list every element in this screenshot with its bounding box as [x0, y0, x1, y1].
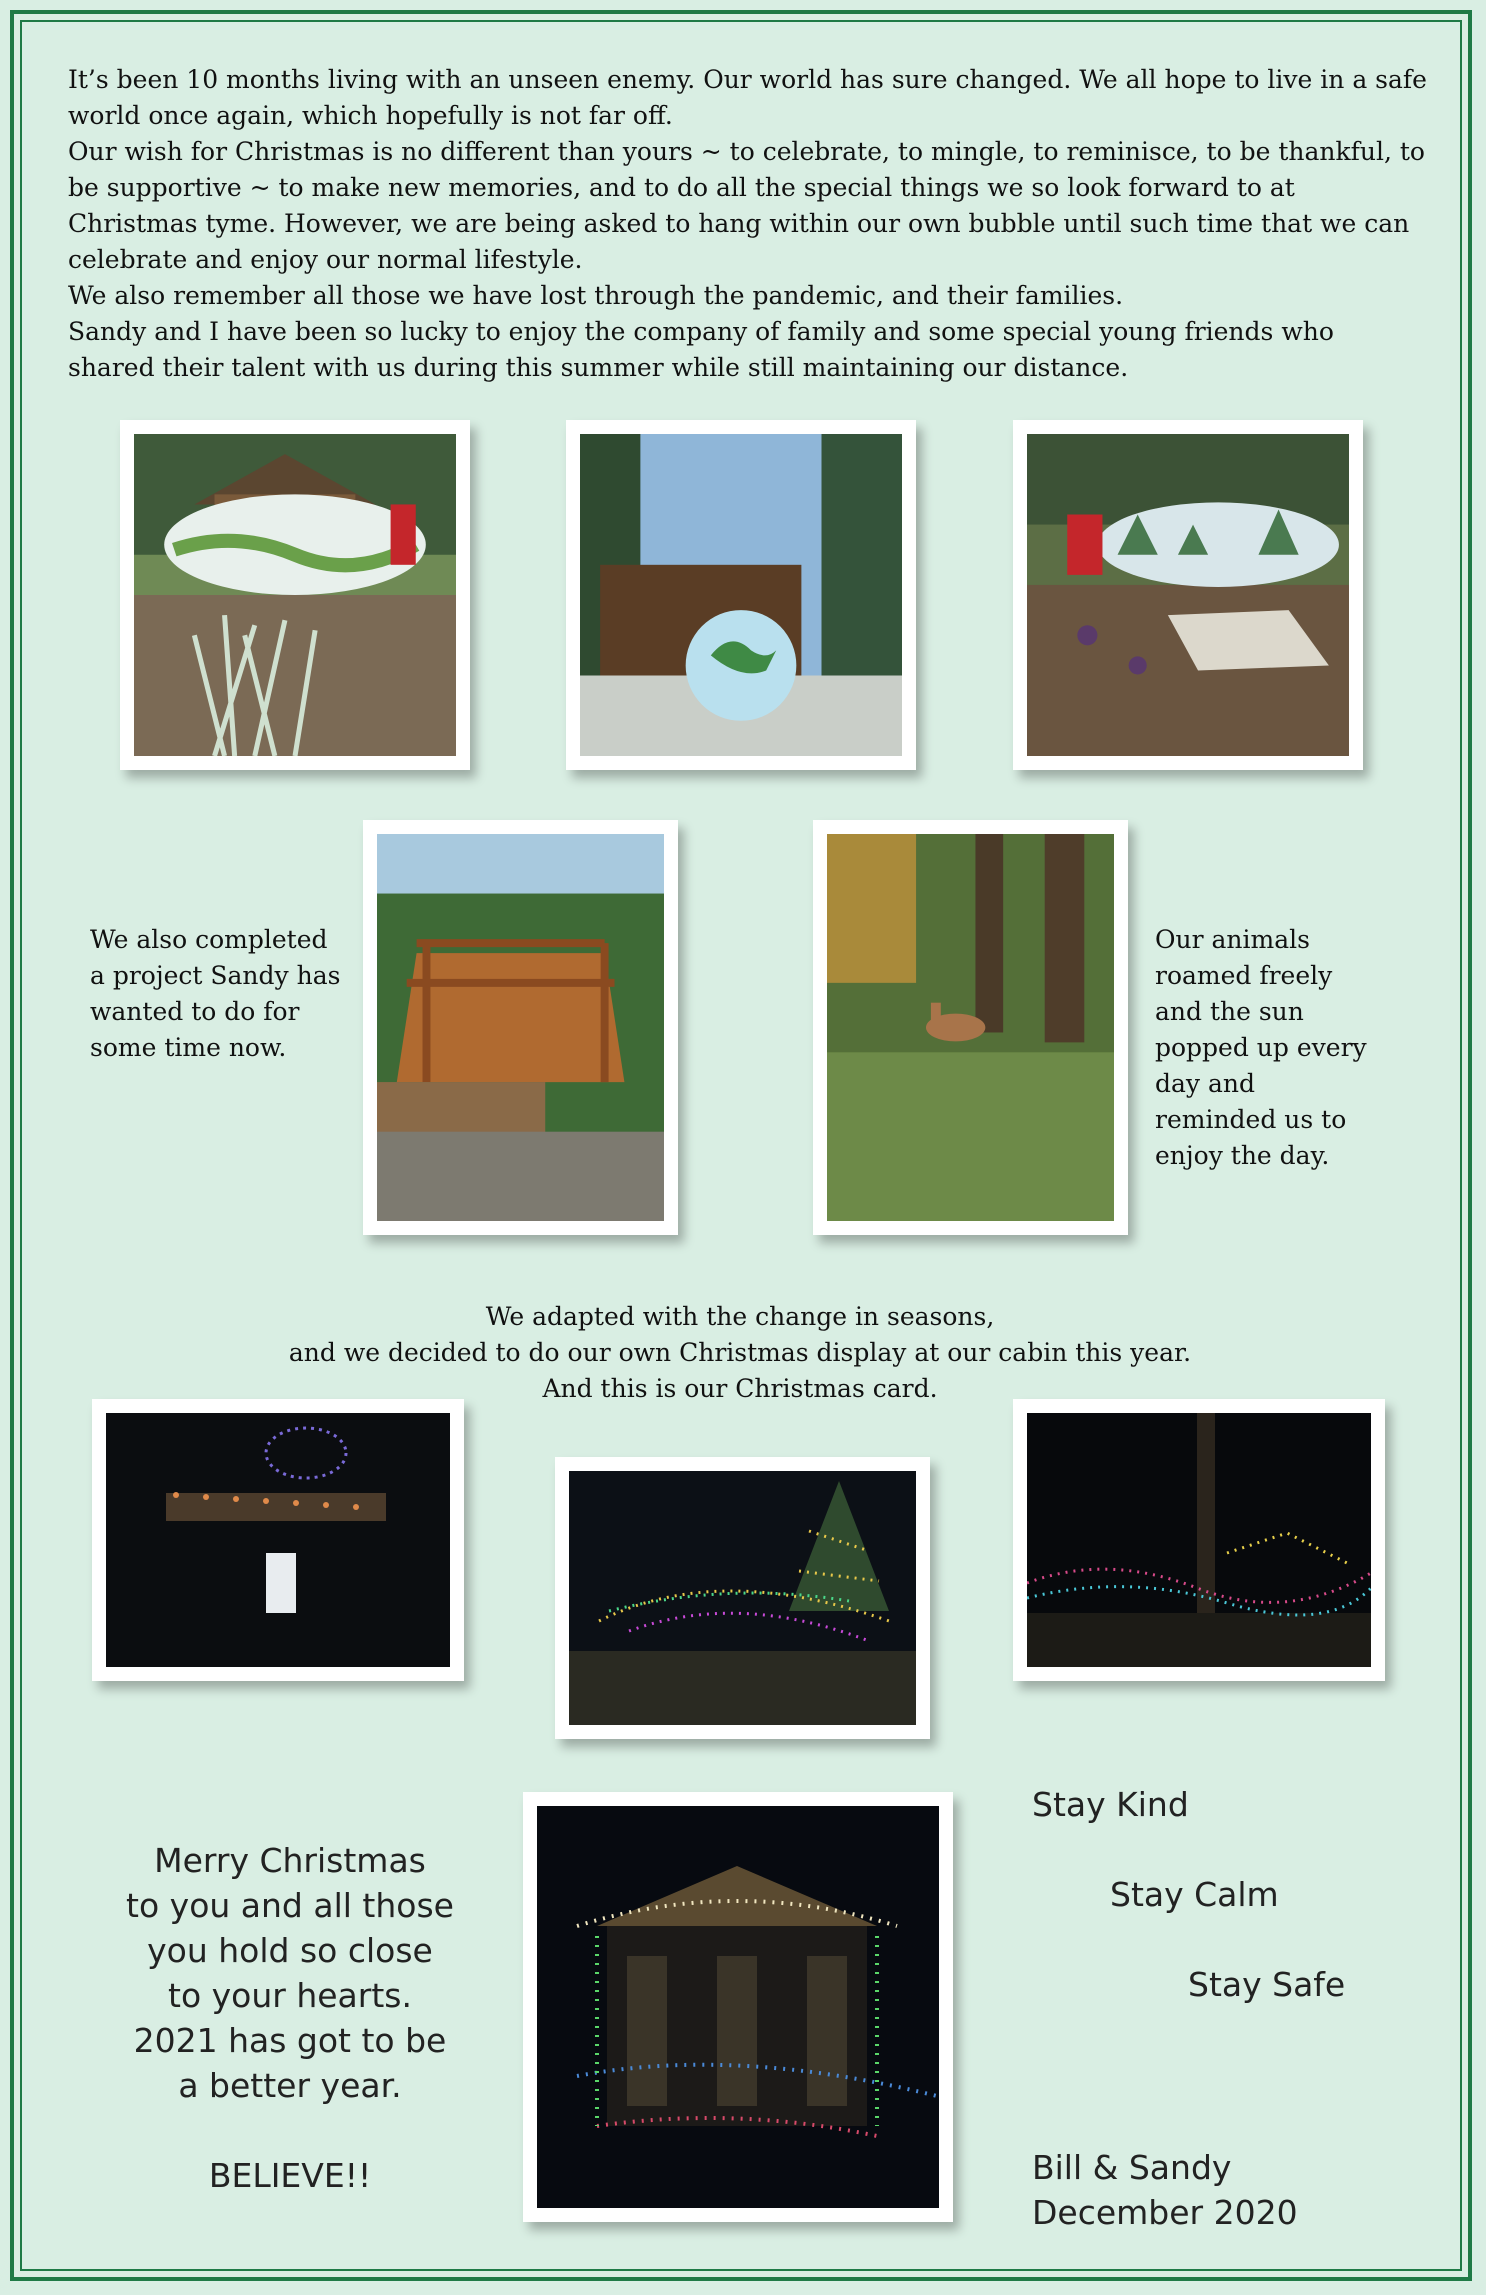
intro-paragraph: We also remember all those we have lost through the pandemic, and their families.	[68, 281, 1124, 310]
christmas-greeting	[100, 1838, 480, 2198]
greeting-line	[100, 2108, 480, 2153]
photo-painted-tank-1	[120, 420, 470, 770]
greeting-line: to you and all those	[126, 1886, 454, 1925]
project-note: We also completed a project Sandy has wanted to do for some time now.	[90, 925, 341, 1062]
photo-painted-tank-2	[1013, 420, 1363, 770]
intro-paragraph: It’s been 10 months living with an unseen enemy. Our world has sure changed. We all hope to live in a safe world once again, which hopefully is not far off.	[68, 65, 1427, 130]
photo-night-garden-lights	[1013, 1399, 1385, 1681]
photo-deer-forest	[813, 820, 1128, 1235]
photo-night-gazebo-lights	[523, 1792, 953, 2222]
greeting-line: Merry Christmas	[154, 1841, 426, 1880]
greeting-line: to your hearts.	[168, 1976, 412, 2015]
signature-names: Bill & Sandy	[1032, 2148, 1232, 2187]
intro-paragraph: Sandy and I have been so lucky to enjoy the company of family and some special young friends who shared their talent with us during this summer while still maintaining our distance.	[68, 317, 1334, 382]
signature-date: December 2020	[1032, 2193, 1298, 2232]
seasons-line: and we decided to do our own Christmas display at our cabin this year.	[288, 1338, 1192, 1367]
greeting-line: BELIEVE!!	[208, 2156, 372, 2195]
seasons-line: We adapted with the change in seasons,	[485, 1302, 995, 1331]
intro-paragraph: Our wish for Christmas is no different than yours ~ to celebrate, to mingle, to reminisce, to be thankful, to be supportive ~ to make new memories, and to do all the special things we so look forward to at Christmas tyme. However, we are being asked to hang within our own bubble until such time that we can celebrate and enjoy our normal lifestyle.	[68, 137, 1425, 274]
seasons-text	[240, 1299, 1240, 1407]
stay-safe: Stay Safe	[1188, 1965, 1346, 2004]
intro-text	[68, 62, 1428, 386]
seasons-line: And this is our Christmas card.	[542, 1374, 938, 1403]
photo-night-bridge-lights	[92, 1399, 464, 1681]
photo-globe-sculpture	[566, 420, 916, 770]
greeting-line: a better year.	[178, 2066, 402, 2105]
stay-kind: Stay Kind	[1032, 1785, 1189, 1824]
photo-wooden-bridge	[363, 820, 678, 1235]
greeting-line: 2021 has got to be	[133, 2021, 447, 2060]
greeting-line: you hold so close	[147, 1931, 433, 1970]
photo-night-tree-lights	[555, 1457, 930, 1739]
animals-note: Our animals roamed freely and the sun popped up every day and reminded us to enjoy the day.	[1155, 925, 1367, 1170]
stay-calm: Stay Calm	[1110, 1875, 1279, 1914]
